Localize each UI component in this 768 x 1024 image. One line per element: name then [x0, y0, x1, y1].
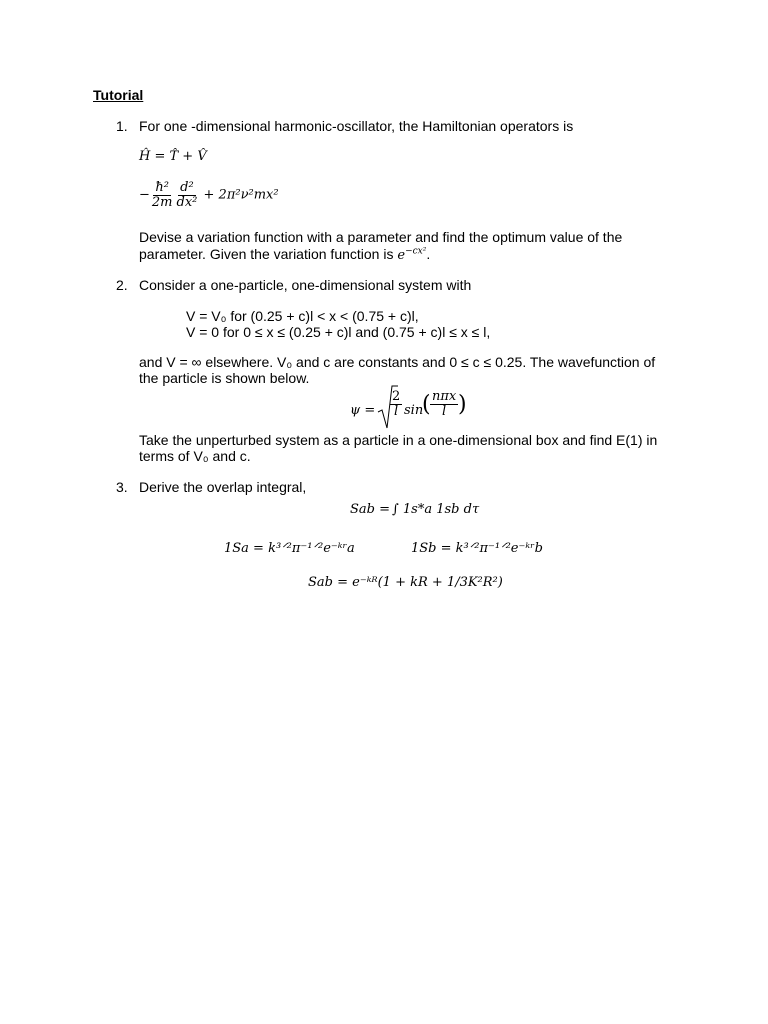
- question-2-take-line-2: terms of V₀ and c.: [139, 448, 251, 464]
- variation-base: e: [397, 248, 406, 263]
- sin-argument: [430, 390, 458, 419]
- question-3-number: 3.: [116, 479, 128, 495]
- variation-function: [397, 248, 426, 263]
- open-paren: (: [422, 392, 431, 417]
- psi-lhs: ψ =: [350, 403, 376, 418]
- question-2-and-line-2: the particle is shown below.: [139, 370, 310, 386]
- potential-condition-2: V = 0 for 0 ≤ x ≤ (0.25 + c)l and (0.75 + c)l ≤ x ≤ l,: [186, 324, 491, 340]
- frac1-numerator: ħ²: [155, 180, 169, 195]
- frac1-denominator: 2m: [151, 195, 173, 210]
- frac2-numerator: d²: [180, 180, 194, 195]
- close-paren: ): [458, 392, 467, 417]
- sin-arg-denominator: l: [442, 404, 447, 419]
- sqrt-numerator: 2: [392, 389, 401, 404]
- devise-line-2-text: parameter. Given the variation function is: [139, 246, 394, 262]
- question-1-devise-line-2: [139, 246, 430, 264]
- sin-arg-numerator: nπx: [432, 389, 457, 404]
- question-1-devise-line-1: Devise a variation function with a parameter and find the optimum value of the: [139, 229, 623, 245]
- question-1-number: 1.: [116, 118, 128, 134]
- variation-exponent: −cx²: [405, 246, 427, 257]
- hamiltonian-equation: Ĥ = T̂ + V̂: [139, 149, 207, 164]
- sin-function: sin: [404, 403, 424, 418]
- page-title: Tutorial: [93, 87, 144, 103]
- hamiltonian-tail: + 2π²ν²mx²: [203, 187, 279, 203]
- sqrt-fraction: [390, 390, 402, 419]
- period: .: [426, 246, 431, 262]
- orbital-1sb: 1Sb = k³ᐟ²π⁻¹ᐟ²e⁻ᵏʳb: [411, 541, 543, 556]
- question-2-take-line-1: Take the unperturbed system as a particle in a one-dimensional box and find E(1) in: [139, 432, 658, 448]
- question-3-text: Derive the overlap integral,: [139, 479, 307, 495]
- frac2-denominator: dx²: [176, 195, 198, 210]
- sqrt-denominator: l: [394, 404, 399, 419]
- question-2-text: Consider a one-particle, one-dimensional system with: [139, 277, 472, 293]
- overlap-integral-rhs: ∫ 1s*a 1sb dτ: [392, 502, 480, 517]
- question-1-text: For one -dimensional harmonic-oscillator, the Hamiltonian operators is: [139, 118, 574, 134]
- question-2-number: 2.: [116, 277, 128, 293]
- hamiltonian-expansion: − $\frac{\text{ħ²}}{2m}$ $\frac{\text{d²}}{\text{dx²}}$ + 2π²ν²mx²: [139, 180, 279, 210]
- question-2-and-line-1: and V = ∞ elsewhere. V₀ and c are constants and 0 ≤ c ≤ 0.25. The wavefunction of: [139, 354, 656, 370]
- overlap-result: Sab = e⁻ᵏᴿ(1 + kR + 1/3K²R²): [308, 575, 503, 590]
- orbital-1sa: 1Sa = k³ᐟ²π⁻¹ᐟ²e⁻ᵏʳa: [224, 541, 355, 556]
- potential-condition-1: V = V₀ for (0.25 + c)l < x < (0.75 + c)l,: [186, 308, 419, 324]
- overlap-integral-lhs: Sab =: [350, 502, 391, 517]
